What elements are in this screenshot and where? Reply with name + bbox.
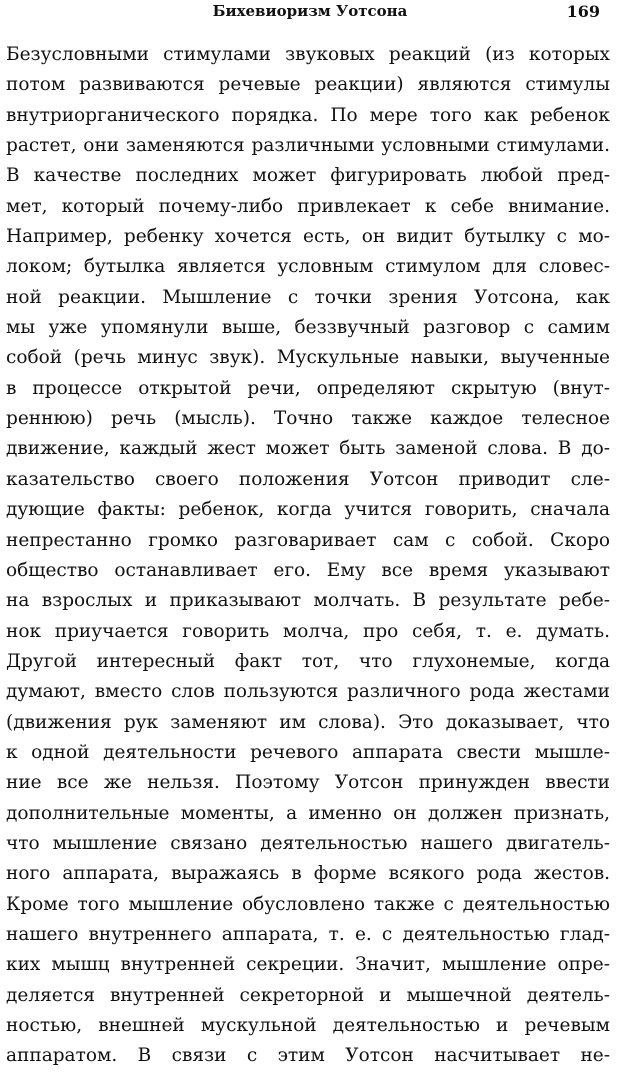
text-line: потом развиваются речевые реакции) являются стимулы <box>6 74 610 96</box>
text-line: думают, вместо слов пользуются различного рода жестами <box>6 681 610 703</box>
text-line: Безусловными стимулами звуковых реакций (из которых <box>6 44 610 65</box>
text-line: ние все же нельзя. Поэтому Уотсон принужден ввести <box>6 772 610 794</box>
text-line: деляется внутренней секреторной и мышечной деятель- <box>6 984 610 1006</box>
text-line: растет, они заменяются различными условными стимулами. <box>6 135 610 157</box>
text-line: (движения рук заменяют им слова). Это доказывает, что <box>6 711 610 733</box>
text-line: непрестанно громко разговаривает сам с собой. Скоро <box>6 529 610 551</box>
text-line: аппаратом. В связи с этим Уотсон насчитывает не- <box>6 1045 610 1067</box>
page-number: 169 <box>566 2 600 21</box>
text-line: дополнительные моменты, а именно он должен признать, <box>6 802 610 824</box>
text-line: казательство своего положения Уотсон приводит сле- <box>6 468 610 490</box>
text-line: нашего внутреннего аппарата, т. е. с деятельностью глад- <box>6 923 610 945</box>
running-title: Бихевиоризм Уотсона <box>212 2 408 20</box>
text-line: движение, каждый жест может быть заменой слова. В до- <box>6 438 610 460</box>
text-line: что мышление связано деятельностью нашего двигатель- <box>6 832 610 854</box>
text-line: мет, который почему-либо привлекает к себе внимание. <box>6 195 610 217</box>
text-line: Кроме того мышление обусловлено также с деятельностью <box>6 893 610 915</box>
body-text <box>6 40 610 1072</box>
text-line: ного аппарата, выражаясь в форме всякого рода жестов. <box>6 863 610 885</box>
text-line: общество останавливает его. Ему все время указывают <box>6 559 610 581</box>
text-line: ной реакции. Мышление с точки зрения Уотсона, как <box>6 286 610 308</box>
text-line: мы уже упомянули выше, беззвучный разговор с самим <box>6 317 610 339</box>
text-line: на взрослых и приказывают молчать. В результате ребе- <box>6 590 610 612</box>
text-line: ких мышц внутренней секреции. Значит, мышление опре- <box>6 954 610 976</box>
text-line: В качестве последних может фигурировать любой пред- <box>6 165 610 187</box>
text-line: реннюю) речь (мысль). Точно также каждое телесное <box>6 408 610 430</box>
text-line: дующие факты: ребенок, когда учится говорить, сначала <box>6 499 610 521</box>
text-line: к одной деятельности речевого аппарата свести мышле- <box>6 741 610 763</box>
page-header <box>0 0 620 40</box>
text-line: локом; бутылка является условным стимулом для словес- <box>6 256 610 278</box>
text-line: ностью, внешней мускульной деятельностью и речевым <box>6 1015 610 1036</box>
text-line: в процессе открытой речи, определяют скрытую (внут- <box>6 377 610 399</box>
text-line: внутриорганического порядка. По мере того как ребенок <box>6 104 610 126</box>
text-line: Например, ребенку хочется есть, он видит бутылку с мо- <box>6 226 610 248</box>
text-line: собой (речь минус звук). Мускульные навыки, выученные <box>6 347 610 369</box>
text-line: Другой интересный факт тот, что глухонемые, когда <box>6 650 610 672</box>
text-line: нок приучается говорить молча, про себя, т. е. думать. <box>6 620 610 642</box>
